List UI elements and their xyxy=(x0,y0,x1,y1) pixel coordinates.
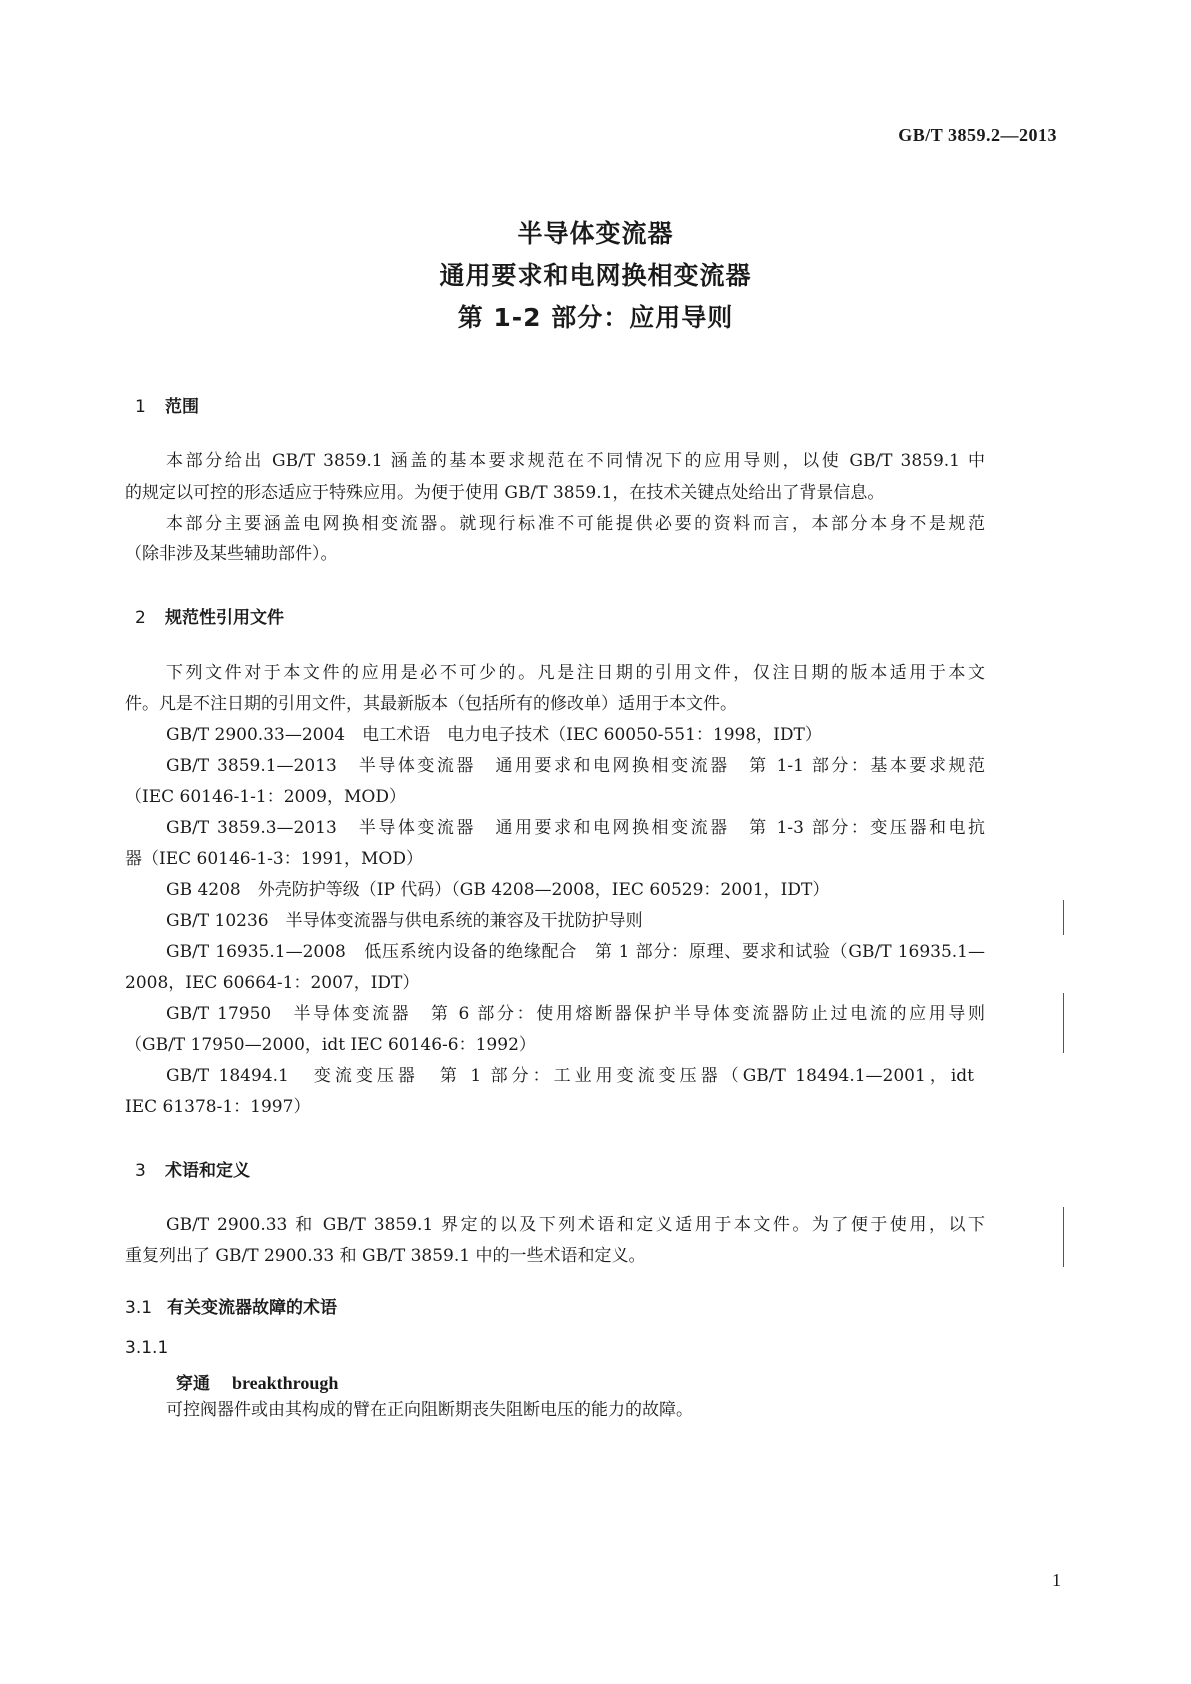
reference-item-continued: （GB/T 17950—2000，idt IEC 60146-6：1992） xyxy=(125,1035,536,1055)
paragraph-line: 本部分主要涵盖电网换相变流器。就现行标准不可能提供必要的资料而言，本部分本身不是规范 xyxy=(166,514,985,534)
section-number: 3 xyxy=(135,1161,146,1181)
change-bar xyxy=(1063,900,1064,935)
section-1-heading xyxy=(135,392,199,417)
paragraph-line: 下列文件对于本文件的应用是必不可少的。凡是注日期的引用文件，仅注日期的版本适用于本文 xyxy=(166,663,985,683)
title-line-1: 半导体变流器 xyxy=(517,219,674,248)
reference-item: GB/T 10236 半导体变流器与供电系统的兼容及干扰防护导则 xyxy=(166,911,643,931)
reference-item-continued: 2008，IEC 60664-1：2007，IDT） xyxy=(125,973,420,993)
paragraph-line: 本部分给出 GB/T 3859.1 涵盖的基本要求规范在不同情况下的应用导则，以使 GB/T 3859.1 中 xyxy=(166,451,985,471)
subsection-title: 有关变流器故障的术语 xyxy=(167,1298,337,1318)
section-title: 范围 xyxy=(165,397,199,417)
reference-item-continued: 器（IEC 60146-1-3：1991，MOD） xyxy=(125,849,423,869)
title-line-3: 第 1-2 部分：应用导则 xyxy=(457,303,734,332)
term-number: 3.1.1 xyxy=(125,1338,169,1358)
reference-item: GB/T 3859.3—2013 半导体变流器 通用要求和电网换相变流器 第 1-3 部分：变压器和电抗 xyxy=(166,818,985,838)
term-english: breakthrough xyxy=(232,1373,339,1393)
term-definition: 可控阀器件或由其构成的臂在正向阻断期丧失阻断电压的能力的故障。 xyxy=(166,1400,693,1420)
reference-item-continued: IEC 61378-1：1997） xyxy=(125,1097,311,1117)
term-chinese: 穿通 xyxy=(176,1374,210,1394)
reference-item: GB 4208 外壳防护等级（IP 代码）（GB 4208—2008，IEC 60529：2001，IDT） xyxy=(166,880,830,900)
section-number: 2 xyxy=(135,608,146,628)
paragraph-line: GB/T 2900.33 和 GB/T 3859.1 界定的以及下列术语和定义适用于本文件。为了便于使用，以下 xyxy=(166,1215,985,1235)
reference-item: GB/T 2900.33—2004 电工术语 电力电子技术（IEC 60050-551：1998，IDT） xyxy=(166,725,822,745)
reference-item: GB/T 16935.1—2008 低压系统内设备的绝缘配合 第 1 部分：原理、要求和试验（GB/T 16935.1— xyxy=(166,942,985,962)
subsection-number: 3.1 xyxy=(125,1298,153,1318)
paragraph-line: （除非涉及某些辅助部件）。 xyxy=(125,544,338,564)
subsection-heading xyxy=(125,1293,337,1318)
title-line-2: 通用要求和电网换相变流器 xyxy=(439,261,752,290)
standard-code: GB/T 3859.2—2013 xyxy=(898,125,1057,145)
change-bar xyxy=(1063,993,1064,1053)
paragraph-line: 重复列出了 GB/T 2900.33 和 GB/T 3859.1 中的一些术语和定义。 xyxy=(125,1246,646,1266)
reference-item-continued: （IEC 60146-1-1：2009，MOD） xyxy=(125,787,406,807)
change-bar xyxy=(1063,1207,1064,1267)
section-number: 1 xyxy=(135,397,146,417)
reference-item: GB/T 17950 半导体变流器 第 6 部分：使用熔断器保护半导体变流器防止过电流的应用导则 xyxy=(166,1004,985,1024)
section-title: 术语和定义 xyxy=(165,1161,250,1181)
page-number: 1 xyxy=(1052,1570,1061,1590)
section-2-heading xyxy=(135,603,284,628)
reference-item: GB/T 3859.1—2013 半导体变流器 通用要求和电网换相变流器 第 1-1 部分：基本要求规范 xyxy=(166,756,985,776)
section-3-heading xyxy=(135,1156,250,1181)
paragraph-line: 件。凡是不注日期的引用文件，其最新版本（包括所有的修改单）适用于本文件。 xyxy=(125,694,737,714)
paragraph-line: 的规定以可控的形态适应于特殊应用。为便于使用 GB/T 3859.1，在技术关键点处给出了背景信息。 xyxy=(125,483,885,503)
reference-item: GB/T 18494.1 变流变压器 第 1 部分：工业用变流变压器（GB/T 18494.1—2001，idt xyxy=(166,1066,974,1086)
term-entry xyxy=(176,1369,338,1394)
section-title: 规范性引用文件 xyxy=(165,608,284,628)
